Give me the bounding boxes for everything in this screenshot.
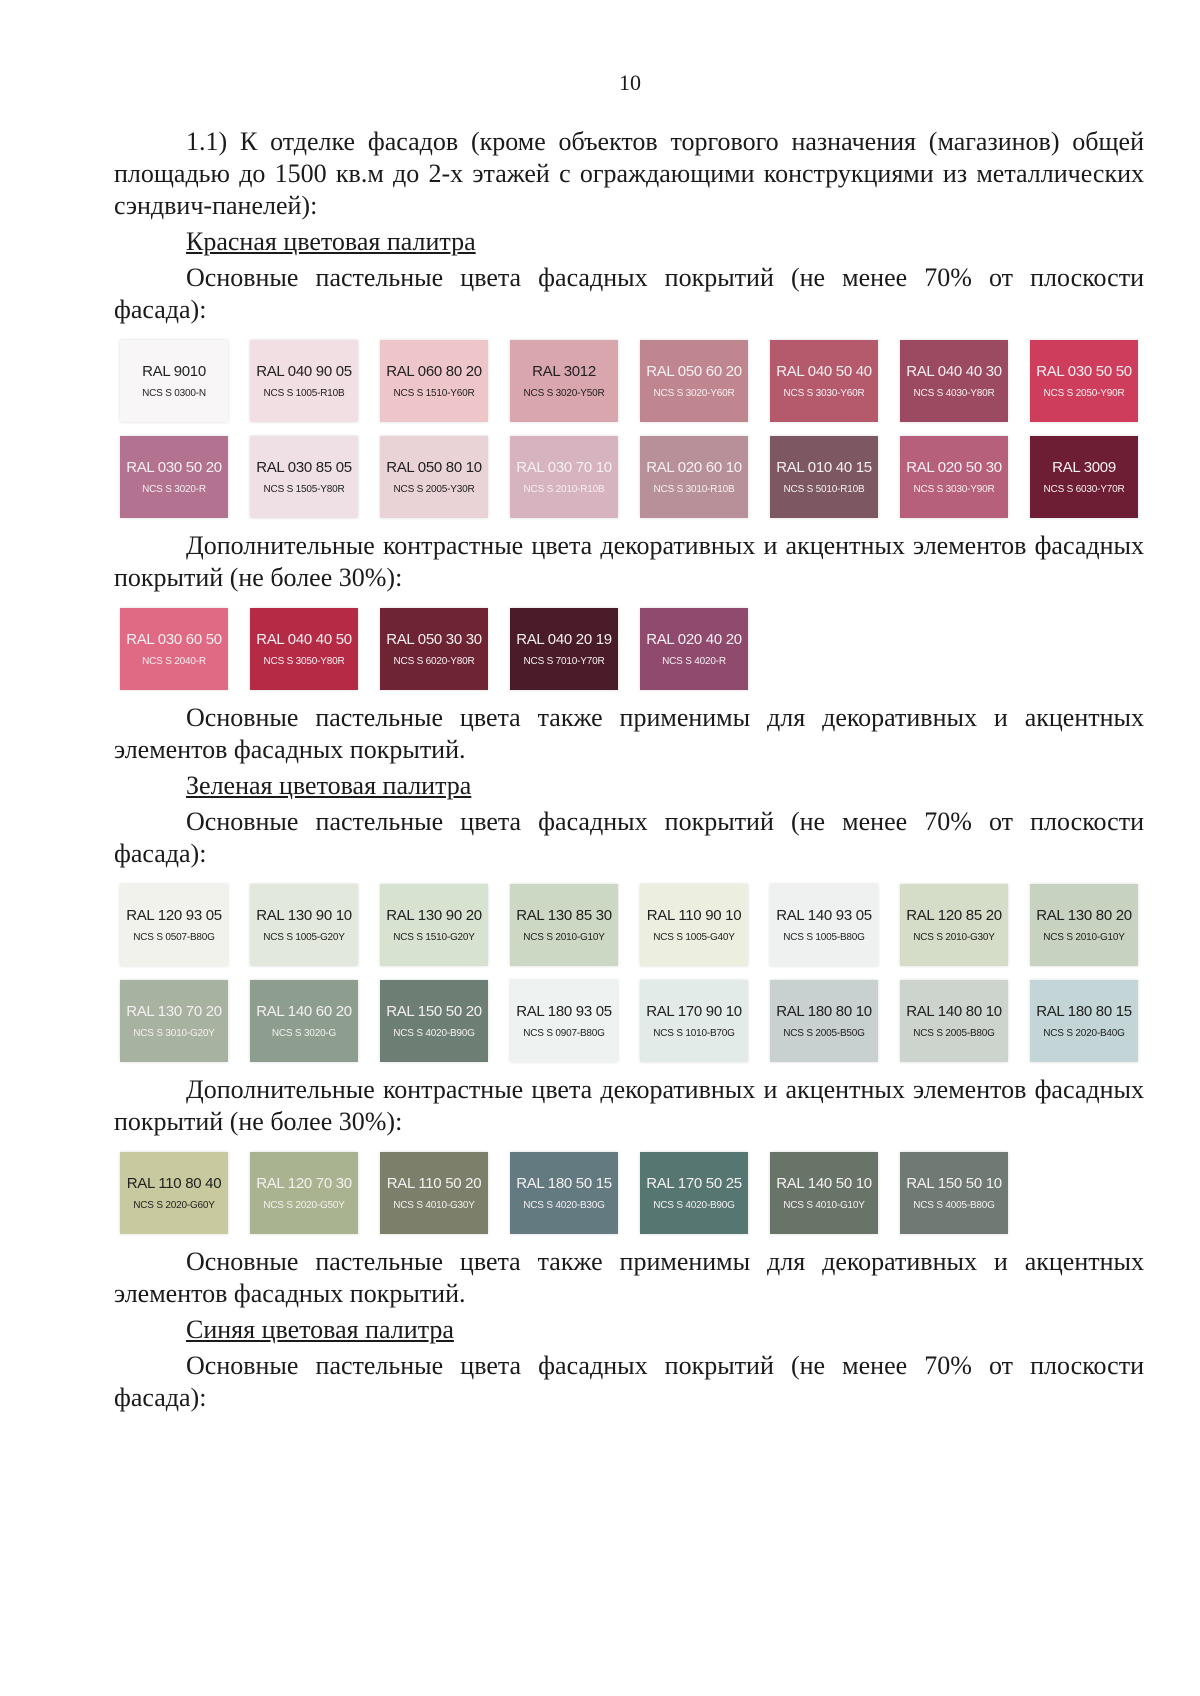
swatch-ral-code: RAL 060 80 20 xyxy=(386,363,482,380)
swatch-ral-code: RAL 170 50 25 xyxy=(646,1175,742,1192)
color-swatch xyxy=(510,608,618,690)
red-main-text: Основные пастельные цвета фасадных покрытий (не менее 70% от плоскости фасада): xyxy=(114,263,1144,324)
swatch-ral-code: RAL 130 85 30 xyxy=(516,907,612,924)
green-accent-swatches xyxy=(120,1152,1144,1234)
color-swatch xyxy=(250,884,358,966)
swatch-ncs-code: NCS S 0907-B80G xyxy=(523,1028,605,1039)
swatch-ncs-code: NCS S 2020-G50Y xyxy=(263,1200,345,1211)
swatch-ral-code: RAL 150 50 20 xyxy=(386,1003,482,1020)
swatch-ral-code: RAL 110 90 10 xyxy=(646,907,742,924)
swatch-ncs-code: NCS S 2050-Y90R xyxy=(1043,388,1125,399)
swatch-ncs-code: NCS S 3050-Y80R xyxy=(263,656,345,667)
swatch-ncs-code: NCS S 6030-Y70R xyxy=(1043,484,1125,495)
swatch-ral-code: RAL 130 90 20 xyxy=(386,907,482,924)
swatch-ncs-code: NCS S 2005-Y30R xyxy=(393,484,475,495)
color-swatch xyxy=(640,436,748,518)
color-swatch xyxy=(250,436,358,518)
color-swatch xyxy=(510,884,618,966)
swatch-ncs-code: NCS S 7010-Y70R xyxy=(523,656,605,667)
red-accent-row xyxy=(120,608,1144,690)
swatch-ral-code: RAL 140 50 10 xyxy=(776,1175,872,1192)
swatch-ral-code: RAL 180 93 05 xyxy=(516,1003,612,1020)
green-main-row-2 xyxy=(120,980,1144,1062)
document-body xyxy=(114,126,1144,1414)
color-swatch xyxy=(120,1152,228,1234)
swatch-ral-code: RAL 120 70 30 xyxy=(256,1175,352,1192)
swatch-ral-code: RAL 040 50 40 xyxy=(776,363,872,380)
color-swatch xyxy=(380,436,488,518)
color-swatch xyxy=(120,436,228,518)
color-swatch xyxy=(120,980,228,1062)
green-main-row-1 xyxy=(120,884,1144,966)
swatch-ral-code: RAL 180 80 10 xyxy=(776,1003,872,1020)
swatch-ral-code: RAL 030 70 10 xyxy=(516,459,612,476)
swatch-ncs-code: NCS S 4005-B80G xyxy=(913,1200,995,1211)
swatch-ncs-code: NCS S 1510-G20Y xyxy=(393,932,475,943)
color-swatch xyxy=(770,884,878,966)
color-swatch xyxy=(1030,980,1138,1062)
swatch-ral-code: RAL 130 80 20 xyxy=(1036,907,1132,924)
color-swatch xyxy=(250,340,358,422)
color-swatch xyxy=(900,1152,1008,1234)
swatch-ncs-code: NCS S 2005-B50G xyxy=(783,1028,865,1039)
swatch-ncs-code: NCS S 3020-R xyxy=(142,484,206,495)
swatch-ncs-code: NCS S 1510-Y60R xyxy=(393,388,475,399)
swatch-ncs-code: NCS S 4010-G30Y xyxy=(393,1200,475,1211)
swatch-ral-code: RAL 040 90 05 xyxy=(256,363,352,380)
swatch-ral-code: RAL 120 85 20 xyxy=(906,907,1002,924)
swatch-ral-code: RAL 170 90 10 xyxy=(646,1003,742,1020)
blue-main-text: Основные пастельные цвета фасадных покрытий (не менее 70% от плоскости фасада): xyxy=(114,1351,1144,1412)
red-palette-heading: Красная цветовая палитра xyxy=(186,227,476,256)
swatch-ncs-code: NCS S 2005-B80G xyxy=(913,1028,995,1039)
swatch-ncs-code: NCS S 3010-G20Y xyxy=(133,1028,215,1039)
swatch-ncs-code: NCS S 3020-Y50R xyxy=(523,388,605,399)
swatch-ral-code: RAL 040 40 30 xyxy=(906,363,1002,380)
color-swatch xyxy=(380,608,488,690)
red-note: Основные пастельные цвета также применимы для декоративных и акцентных элементов фасадных покрытий. xyxy=(114,703,1144,764)
swatch-ral-code: RAL 110 80 40 xyxy=(126,1175,222,1192)
color-swatch xyxy=(640,884,748,966)
swatch-ncs-code: NCS S 1005-G20Y xyxy=(263,932,345,943)
color-swatch xyxy=(1030,884,1138,966)
swatch-ncs-code: NCS S 0507-B80G xyxy=(133,932,215,943)
swatch-ral-code: RAL 030 50 20 xyxy=(126,459,222,476)
color-swatch xyxy=(120,884,228,966)
swatch-ncs-code: NCS S 3030-Y90R xyxy=(913,484,995,495)
swatch-ral-code: RAL 130 70 20 xyxy=(126,1003,222,1020)
swatch-ncs-code: NCS S 4020-B90G xyxy=(653,1200,735,1211)
red-accent-swatches xyxy=(120,608,1144,690)
swatch-ncs-code: NCS S 3030-Y60R xyxy=(783,388,865,399)
swatch-ncs-code: NCS S 0300-N xyxy=(142,388,206,399)
swatch-ral-code: RAL 020 40 20 xyxy=(646,631,742,648)
color-swatch xyxy=(380,980,488,1062)
swatch-ncs-code: NCS S 4010-G10Y xyxy=(783,1200,865,1211)
swatch-ral-code: RAL 030 50 50 xyxy=(1036,363,1132,380)
swatch-ral-code: RAL 130 90 10 xyxy=(256,907,352,924)
color-swatch xyxy=(640,608,748,690)
green-note: Основные пастельные цвета также применимы для декоративных и акцентных элементов фасадных покрытий. xyxy=(114,1247,1144,1308)
swatch-ral-code: RAL 110 50 20 xyxy=(386,1175,482,1192)
swatch-ral-code: RAL 3012 xyxy=(532,363,596,380)
color-swatch xyxy=(510,436,618,518)
color-swatch xyxy=(250,1152,358,1234)
swatch-ral-code: RAL 150 50 10 xyxy=(906,1175,1002,1192)
swatch-ral-code: RAL 180 50 15 xyxy=(516,1175,612,1192)
swatch-ral-code: RAL 120 93 05 xyxy=(126,907,222,924)
swatch-ncs-code: NCS S 4020-B30G xyxy=(523,1200,605,1211)
color-swatch xyxy=(900,980,1008,1062)
swatch-ncs-code: NCS S 4020-B90G xyxy=(393,1028,475,1039)
page-number: 10 xyxy=(619,70,641,95)
red-main-swatches xyxy=(120,340,1144,518)
green-main-swatches xyxy=(120,884,1144,1062)
color-swatch xyxy=(250,980,358,1062)
color-swatch xyxy=(380,340,488,422)
color-swatch xyxy=(1030,436,1138,518)
swatch-ral-code: RAL 140 80 10 xyxy=(906,1003,1002,1020)
swatch-ncs-code: NCS S 1005-G40Y xyxy=(653,932,735,943)
swatch-ncs-code: NCS S 4030-Y80R xyxy=(913,388,995,399)
color-swatch xyxy=(770,340,878,422)
color-swatch xyxy=(510,1152,618,1234)
swatch-ral-code: RAL 020 60 10 xyxy=(646,459,742,476)
red-main-row-1 xyxy=(120,340,1144,422)
swatch-ral-code: RAL 020 50 30 xyxy=(906,459,1002,476)
green-accent-text: Дополнительные контрастные цвета декоративных и акцентных элементов фасадных покрытий (не более 30%): xyxy=(114,1075,1144,1136)
swatch-ral-code: RAL 040 40 50 xyxy=(256,631,352,648)
swatch-ncs-code: NCS S 3020-Y60R xyxy=(653,388,735,399)
swatch-ral-code: RAL 030 60 50 xyxy=(126,631,222,648)
color-swatch xyxy=(900,436,1008,518)
green-accent-row xyxy=(120,1152,1144,1234)
color-swatch xyxy=(510,980,618,1062)
swatch-ncs-code: NCS S 2040-R xyxy=(142,656,206,667)
color-swatch xyxy=(380,1152,488,1234)
color-swatch xyxy=(640,340,748,422)
swatch-ral-code: RAL 3009 xyxy=(1052,459,1116,476)
swatch-ral-code: RAL 9010 xyxy=(142,363,206,380)
swatch-ral-code: RAL 140 93 05 xyxy=(776,907,872,924)
swatch-ncs-code: NCS S 3020-G xyxy=(271,1028,337,1039)
swatch-ral-code: RAL 140 60 20 xyxy=(256,1003,352,1020)
color-swatch xyxy=(1030,340,1138,422)
color-swatch xyxy=(640,980,748,1062)
color-swatch xyxy=(640,1152,748,1234)
swatch-ral-code: RAL 010 40 15 xyxy=(776,459,872,476)
color-swatch xyxy=(770,1152,878,1234)
green-main-text: Основные пастельные цвета фасадных покрытий (не менее 70% от плоскости фасада): xyxy=(114,807,1144,868)
color-swatch xyxy=(380,884,488,966)
swatch-ncs-code: NCS S 1005-B80G xyxy=(783,932,865,943)
intro-paragraph: 1.1) К отделке фасадов (кроме объектов торгового назначения (магазинов) общей площадью до 1500 кв.м до 2-х этажей с ограждающими конструкциями из металлических сэндвич-панелей): xyxy=(114,127,1144,220)
color-swatch xyxy=(510,340,618,422)
swatch-ncs-code: NCS S 1505-Y80R xyxy=(263,484,345,495)
swatch-ncs-code: NCS S 1010-B70G xyxy=(653,1028,735,1039)
swatch-ncs-code: NCS S 4020-R xyxy=(662,656,726,667)
green-palette-heading: Зеленая цветовая палитра xyxy=(186,771,472,800)
red-accent-text: Дополнительные контрастные цвета декоративных и акцентных элементов фасадных покрытий (не более 30%): xyxy=(114,531,1144,592)
red-main-row-2 xyxy=(120,436,1144,518)
swatch-ncs-code: NCS S 2020-G60Y xyxy=(133,1200,215,1211)
blue-palette-heading: Синяя цветовая палитра xyxy=(186,1315,454,1344)
swatch-ral-code: RAL 040 20 19 xyxy=(516,631,612,648)
swatch-ral-code: RAL 050 80 10 xyxy=(386,459,482,476)
color-swatch xyxy=(900,884,1008,966)
swatch-ncs-code: NCS S 2010-G10Y xyxy=(523,932,605,943)
swatch-ral-code: RAL 050 60 20 xyxy=(646,363,742,380)
color-swatch xyxy=(770,980,878,1062)
swatch-ncs-code: NCS S 3010-R10B xyxy=(653,484,735,495)
swatch-ncs-code: NCS S 6020-Y80R xyxy=(393,656,475,667)
swatch-ncs-code: NCS S 1005-R10B xyxy=(263,388,345,399)
color-swatch xyxy=(120,340,228,422)
swatch-ncs-code: NCS S 2020-B40G xyxy=(1043,1028,1125,1039)
color-swatch xyxy=(250,608,358,690)
swatch-ral-code: RAL 180 80 15 xyxy=(1036,1003,1132,1020)
color-swatch xyxy=(120,608,228,690)
swatch-ral-code: RAL 050 30 30 xyxy=(386,631,482,648)
swatch-ncs-code: NCS S 2010-R10B xyxy=(523,484,605,495)
swatch-ncs-code: NCS S 2010-G30Y xyxy=(913,932,995,943)
swatch-ral-code: RAL 030 85 05 xyxy=(256,459,352,476)
swatch-ncs-code: NCS S 2010-G10Y xyxy=(1043,932,1125,943)
swatch-ncs-code: NCS S 5010-R10B xyxy=(783,484,865,495)
color-swatch xyxy=(770,436,878,518)
color-swatch xyxy=(900,340,1008,422)
